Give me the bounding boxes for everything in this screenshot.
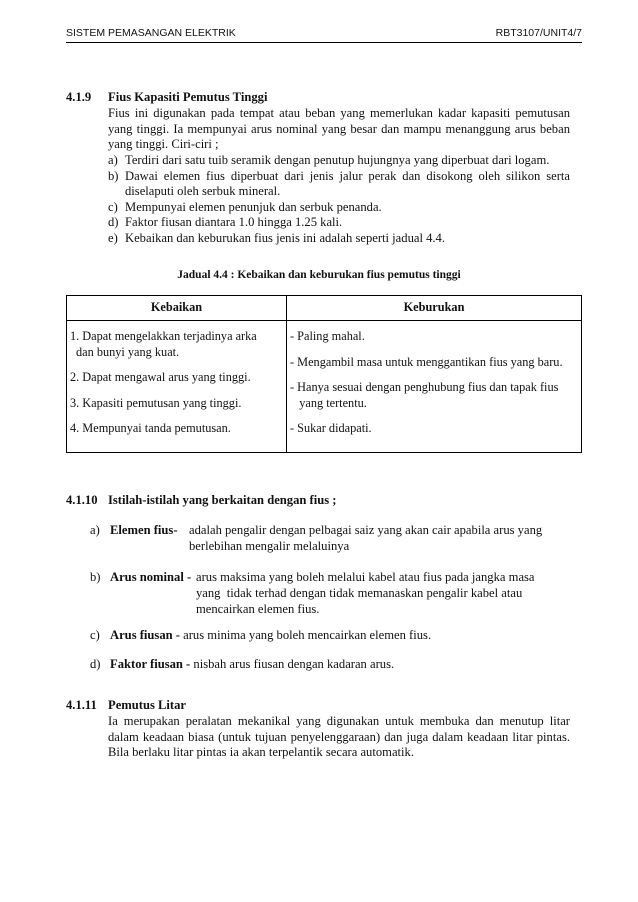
section-number-4-1-9: 4.1.9 (66, 90, 92, 104)
table-header-row (67, 296, 582, 321)
feature-list (108, 153, 570, 246)
keburukan-item: yang tertentu. (290, 395, 367, 410)
kebaikan-item: 2. Dapat mengawal arus yang tinggi. (70, 370, 251, 384)
keburukan-item: - Paling mahal. (290, 329, 365, 343)
keburukan-item: - Hanya sesuai dengan penghubung fius dan tapak fius (290, 380, 559, 394)
section-title-4-1-10: Istilah-istilah yang berkaitan dengan fius ; (108, 493, 337, 507)
list-item: a) Terdiri dari satu tuib seramik dengan penutup hujungnya yang diperbuat dari logam. (108, 153, 550, 167)
kebaikan-cell (67, 321, 287, 453)
section-paragraph-4-1-9: Fius ini digunakan pada tempat atau beban yang memerlukan kadar kapasiti pemutusan yang tinggi. Ia mempunyai arus nominal yang besar dan mampu menanggung arus beban yang tinggi. Ciri-ciri ; (108, 106, 570, 151)
header-title: SISTEM PEMASANGAN ELEKTRIK (66, 27, 236, 39)
keburukan-item: - Mengambil masa untuk menggantikan fius yang baru. (290, 354, 563, 369)
column-header-keburukan: Keburukan (287, 296, 582, 321)
term-arus-nominal: b) Arus nominal - arus maksima yang boleh melalui kabel atau fius pada jangka masa yang tidak terhad dengan tidak memanaskan pengalir kabel atau mencairkan elemen fius. (90, 570, 535, 616)
comparison-table (66, 295, 582, 453)
table-row (67, 321, 582, 453)
table-caption: Jadual 4.4 : Kebaikan dan keburukan fius pemutus tinggi (177, 269, 461, 281)
list-item: c) Mempunyai elemen penunjuk dan serbuk penanda. (108, 199, 382, 214)
keburukan-cell (287, 321, 582, 453)
section-paragraph-4-1-11: Ia merupakan peralatan mekanikal yang digunakan untuk membuka dan menutup litar dalam keadaan biasa (untuk tujuan penyelenggaraan) dan juga dalam keadaan litar pintas. Bila berlaku litar pintas ia akan terpelantik secara automatik. (108, 714, 570, 759)
kebaikan-item: 1. Dapat mengelakkan terjadinya arka (70, 329, 257, 343)
section-title-4-1-11: Pemutus Litar (108, 698, 187, 712)
keburukan-item: - Sukar didapati. (290, 421, 372, 435)
kebaikan-item: 4. Mempunyai tanda pemutusan. (70, 421, 231, 435)
list-item: b) Dawai elemen fius diperbuat dari jenis jalur perak dan disokong oleh silikon serta diselaputi oleh serbuk mineral. (108, 168, 570, 198)
section-number-4-1-11: 4.1.11 (66, 698, 97, 712)
term-arus-fiusan: c) Arus fiusan - arus minima yang boleh mencairkan elemen fius. (90, 628, 432, 642)
header-code: RBT3107/UNIT4/7 (495, 27, 582, 39)
kebaikan-item: 3. Kapasiti pemutusan yang tinggi. (70, 395, 242, 410)
page-header (66, 24, 582, 43)
term-faktor-fiusan: d) Faktor fiusan - nisbah arus fiusan dengan kadaran arus. (90, 657, 395, 671)
kebaikan-item: dan bunyi yang kuat. (76, 344, 180, 359)
list-item: e) Kebaikan dan keburukan fius jenis ini adalah seperti jadual 4.4. (108, 230, 445, 245)
list-item: d) Faktor fiusan diantara 1.0 hingga 1.25 kali. (108, 215, 343, 229)
column-header-kebaikan: Kebaikan (67, 296, 287, 321)
term-elemen-fius: a) Elemen fius- adalah pengalir dengan pelbagai saiz yang akan cair apabila arus yang berlebihan mengalir melaluinya (90, 523, 543, 553)
section-title-4-1-9: Fius Kapasiti Pemutus Tinggi (108, 90, 268, 104)
section-number-4-1-10: 4.1.10 (66, 493, 98, 507)
